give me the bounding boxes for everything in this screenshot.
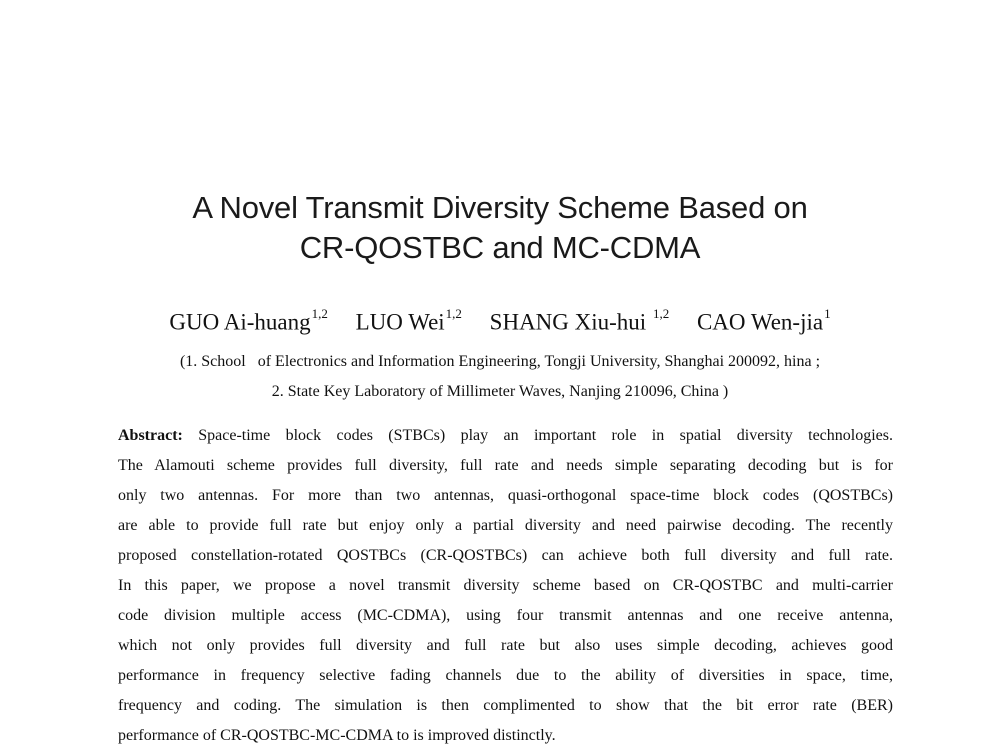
abstract-line: are able to provide full rate but enjoy only a partial diversity and need pairwise decoding. The recently — [118, 517, 893, 534]
affiliations — [0, 347, 1000, 407]
author-affiliation-mark: 1,2 — [652, 306, 670, 321]
abstract-line: code division multiple access (MC-CDMA), using four transmit antennas and one receive antenna, — [118, 607, 893, 624]
abstract-line — [118, 421, 893, 451]
author-list — [0, 300, 1000, 340]
author-cao — [697, 300, 831, 340]
affiliation-line-2: 2. State Key Laboratory of Millimeter Waves, Nanjing 210096, China ) — [271, 383, 729, 400]
paper-title — [0, 188, 1000, 268]
affiliation-line-1: (1. School of Electronics and Information Engineering, Tongji University, Shanghai 200092, hina ; — [179, 353, 821, 370]
abstract-line: The Alamouti scheme provides full diversity, full rate and needs simple separating decoding but is for — [118, 457, 893, 474]
abstract-label: Abstract: — [118, 427, 183, 444]
abstract-line: frequency and coding. The simulation is then complimented to show that the bit error rate (BER) — [118, 697, 893, 714]
author-guo — [169, 300, 327, 340]
abstract-line: performance in frequency selective fading channels due to the ability of diversities in space, time, — [118, 667, 893, 684]
author-name: SHANG Xiu-hui — [489, 309, 647, 335]
author-luo — [356, 300, 462, 340]
abstract — [118, 421, 893, 751]
title-line-1: A Novel Transmit Diversity Scheme Based on — [192, 190, 808, 225]
author-affiliation-mark: 1,2 — [445, 306, 462, 321]
author-name: CAO Wen-jia — [696, 309, 824, 335]
abstract-line: performance of CR-QOSTBC-MC-CDMA to is improved distinctly. — [118, 727, 556, 744]
author-affiliation-mark: 1 — [824, 306, 831, 321]
author-name: LUO Wei — [355, 309, 445, 335]
author-shang — [490, 300, 670, 340]
abstract-line: which not only provides full diversity and full rate but also uses simple decoding, achieves good — [118, 637, 893, 654]
abstract-line: proposed constellation-rotated QOSTBCs (CR-QOSTBCs) can achieve both full diversity and full rate. — [118, 547, 893, 564]
abstract-line: only two antennas. For more than two antennas, quasi-orthogonal space-time block codes (QOSTBCs) — [118, 487, 893, 504]
author-affiliation-mark: 1,2 — [311, 306, 328, 321]
abstract-line: In this paper, we propose a novel transmit diversity scheme based on CR-QOSTBC and multi-carrier — [118, 577, 893, 594]
author-name: GUO Ai-huang — [169, 309, 311, 335]
abstract-first-line: Space-time block codes (STBCs) play an important role in spatial diversity technologies. — [198, 427, 893, 444]
title-line-2: CR-QOSTBC and MC-CDMA — [299, 230, 701, 265]
